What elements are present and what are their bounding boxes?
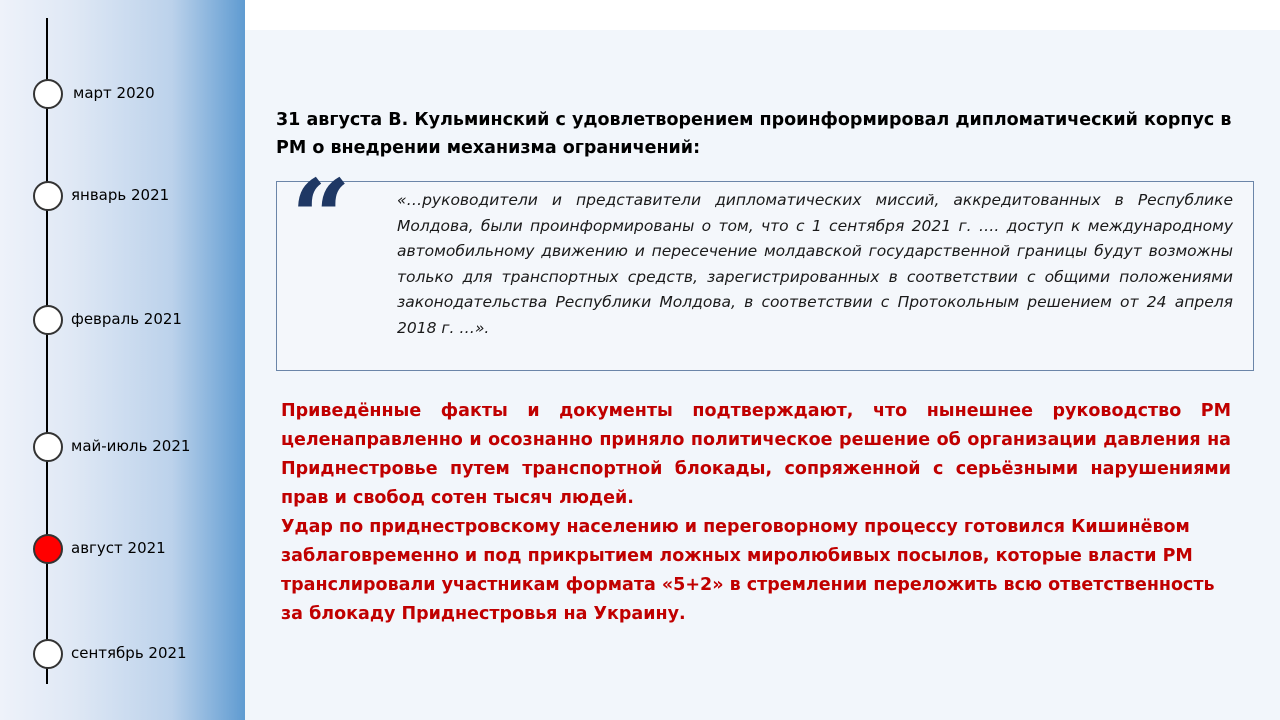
timeline-dot [33, 639, 63, 669]
timeline-label: август 2021 [71, 539, 166, 557]
timeline-label: февраль 2021 [71, 310, 182, 328]
conclusion-text [281, 397, 1231, 629]
conclusion-paragraph-1: Приведённые факты и документы подтверждают, что нынешнее руководство РМ целенаправленно и осознанно приняло политическое решение об организации давления на Приднестровье путем транспортной блокады, сопряженной с серьёзными нарушениями прав и свобод сотен тысяч людей. [281, 401, 1231, 508]
slide-heading: 31 августа В. Кульминский с удовлетворением проинформировал дипломатический корпус в РМ о внедрении механизма ограничений: [276, 110, 1232, 158]
timeline-label: сентябрь 2021 [71, 644, 187, 662]
timeline-dot [33, 305, 63, 335]
timeline-line [46, 18, 48, 684]
quote-text: «…руководители и представители дипломатических миссий, аккредитованных в Республике Молдова, были проинформированы о том, что с 1 сентября 2021 г. …. доступ к международному автомобильному движению и пересечение молдавской государственной границы будут возможны только для транспортных средств, зарегистрированных в соответствии с общими положениями законодательства Республики Молдова, в соответствии с Протокольным решением от 24 апреля 2018 г. …». [397, 191, 1233, 337]
timeline-dot [33, 432, 63, 462]
timeline-sidebar [0, 0, 245, 720]
quote-box [276, 156, 1254, 371]
timeline-dot [33, 79, 63, 109]
conclusion-paragraph-2: Удар по приднестровскому населению и переговорному процессу готовился Кишинёвом заблаговременно и под прикрытием ложных миролюбивых посылов, которые власти РМ транслировали участникам формата «5+2» в стремлении переложить всю ответственность за блокаду Приднестровья на Украину. [281, 517, 1215, 624]
quote-mark-icon: “ [291, 156, 351, 279]
timeline-label: март 2020 [73, 84, 155, 102]
timeline-label: май-июль 2021 [71, 437, 191, 455]
timeline-label: январь 2021 [71, 186, 170, 204]
timeline-dot-active [33, 534, 63, 564]
timeline-dot [33, 181, 63, 211]
